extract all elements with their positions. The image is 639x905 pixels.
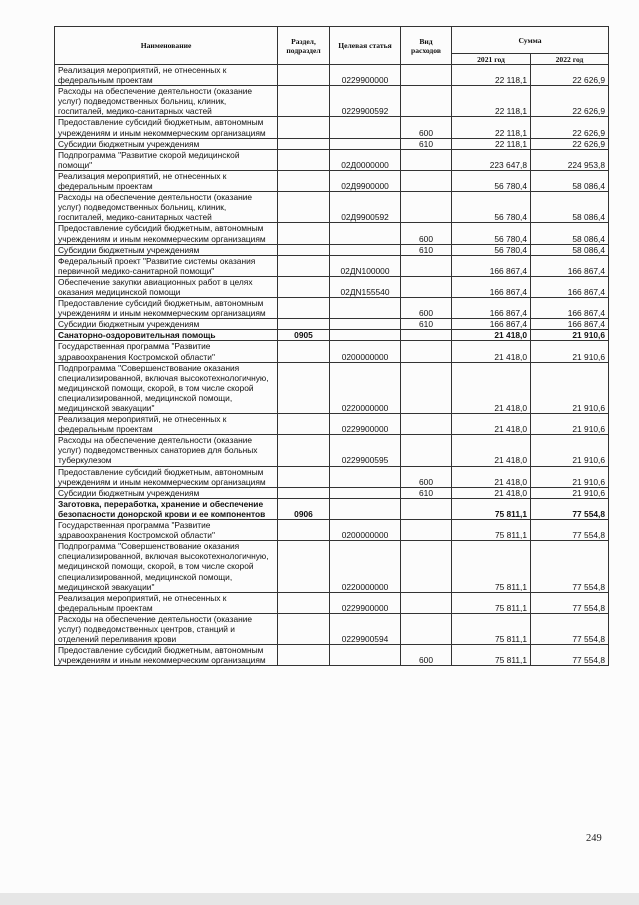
row-section [278,86,330,117]
row-target: 0200000000 [330,341,401,362]
row-amount-2021: 75 811,1 [452,592,531,613]
row-amount-2022: 77 554,8 [531,520,609,541]
row-name: Государственная программа "Развитие здравоохранения Костромской области" [55,520,278,541]
row-name: Субсидии бюджетным учреждениям [55,487,278,498]
row-amount-2021: 21 418,0 [452,414,531,435]
row-target [330,117,401,138]
row-expense-type [401,170,452,191]
row-section [278,298,330,319]
row-section [278,487,330,498]
row-amount-2021: 56 780,4 [452,170,531,191]
row-expense-type [401,541,452,592]
row-expense-type [401,362,452,413]
row-name: Федеральный проект "Развитие системы оказания первичной медико-санитарной помощи" [55,255,278,276]
row-section [278,435,330,466]
row-expense-type [401,498,452,519]
row-amount-2022: 77 554,8 [531,645,609,666]
row-amount-2022: 22 626,9 [531,65,609,86]
row-amount-2022: 166 867,4 [531,319,609,330]
row-amount-2021: 22 118,1 [452,65,531,86]
row-amount-2022: 58 086,4 [531,170,609,191]
row-name: Субсидии бюджетным учреждениям [55,244,278,255]
row-amount-2021: 75 811,1 [452,520,531,541]
row-expense-type [401,414,452,435]
row-amount-2022: 22 626,9 [531,86,609,117]
row-amount-2022: 77 554,8 [531,498,609,519]
row-expense-type [401,255,452,276]
table-row [55,276,609,297]
row-target: 02ДN100000 [330,255,401,276]
row-name: Предоставление субсидий бюджетным, автономным учреждениям и иным некоммерческим организациям [55,223,278,244]
header-section: Раздел, подраздел [278,27,330,65]
row-target [330,645,401,666]
row-name: Подпрограмма "Развитие скорой медицинской помощи" [55,149,278,170]
table-row [55,149,609,170]
row-section [278,170,330,191]
table-row [55,341,609,362]
row-amount-2022: 21 910,6 [531,362,609,413]
row-section [278,341,330,362]
row-section: 0905 [278,330,330,341]
table-row [55,592,609,613]
row-name: Заготовка, переработка, хранение и обеспечение безопасности донорской крови и ее компонентов [55,498,278,519]
row-name: Предоставление субсидий бюджетным, автономным учреждениям и иным некоммерческим организациям [55,645,278,666]
row-amount-2021: 21 418,0 [452,330,531,341]
row-amount-2022: 21 910,6 [531,466,609,487]
row-expense-type: 610 [401,244,452,255]
row-name: Субсидии бюджетным учреждениям [55,138,278,149]
table-row [55,466,609,487]
row-amount-2022: 77 554,8 [531,541,609,592]
table-row [55,65,609,86]
row-target [330,498,401,519]
header-target: Целевая статья [330,27,401,65]
row-amount-2022: 21 910,6 [531,341,609,362]
row-name: Реализация мероприятий, не отнесенных к федеральным проектам [55,170,278,191]
row-name: Расходы на обеспечение деятельности (оказание услуг) подведомственных больниц, клиник, госпиталей, медико-санитарных частей [55,192,278,223]
row-target: 0229900000 [330,414,401,435]
table-row [55,319,609,330]
row-expense-type [401,330,452,341]
table-row [55,613,609,644]
scan-edge [0,893,639,905]
table-row [55,298,609,319]
header-year-2021: 2021 год [452,54,531,65]
row-target [330,319,401,330]
row-target: 02Д9900592 [330,192,401,223]
row-section [278,414,330,435]
row-name: Предоставление субсидий бюджетным, автономным учреждениям и иным некоммерческим организациям [55,117,278,138]
row-amount-2021: 75 811,1 [452,498,531,519]
header-expense-type: Вид расходов [401,27,452,65]
table-row [55,192,609,223]
row-target: 0229900595 [330,435,401,466]
row-target [330,330,401,341]
row-section [278,65,330,86]
budget-table [54,26,609,666]
table-row [55,362,609,413]
row-expense-type: 600 [401,223,452,244]
row-section [278,645,330,666]
row-amount-2022: 166 867,4 [531,298,609,319]
row-expense-type: 610 [401,487,452,498]
row-expense-type [401,613,452,644]
row-target [330,223,401,244]
row-target [330,298,401,319]
row-target [330,487,401,498]
row-amount-2022: 21 910,6 [531,330,609,341]
row-expense-type: 610 [401,319,452,330]
row-section: 0906 [278,498,330,519]
row-expense-type [401,65,452,86]
row-target: 0220000000 [330,362,401,413]
row-amount-2022: 58 086,4 [531,192,609,223]
row-section [278,362,330,413]
row-amount-2022: 58 086,4 [531,244,609,255]
row-expense-type: 600 [401,466,452,487]
table-row [55,645,609,666]
table-header [55,27,609,65]
row-target: 0229900000 [330,592,401,613]
row-amount-2021: 75 811,1 [452,613,531,644]
row-section [278,466,330,487]
row-target: 0229900000 [330,65,401,86]
table-row [55,487,609,498]
row-expense-type: 600 [401,298,452,319]
row-target: 0220000000 [330,541,401,592]
row-expense-type: 600 [401,645,452,666]
page-number: 249 [586,833,602,844]
row-amount-2021: 21 418,0 [452,341,531,362]
row-name: Предоставление субсидий бюджетным, автономным учреждениям и иным некоммерческим организациям [55,466,278,487]
table-row [55,138,609,149]
row-expense-type [401,276,452,297]
row-amount-2021: 223 647,8 [452,149,531,170]
row-section [278,223,330,244]
row-name: Предоставление субсидий бюджетным, автономным учреждениям и иным некоммерческим организациям [55,298,278,319]
row-name: Реализация мероприятий, не отнесенных к федеральным проектам [55,65,278,86]
table-row [55,498,609,519]
row-amount-2021: 22 118,1 [452,86,531,117]
row-section [278,244,330,255]
row-amount-2022: 224 953,8 [531,149,609,170]
row-target [330,466,401,487]
row-amount-2021: 75 811,1 [452,645,531,666]
row-section [278,592,330,613]
row-amount-2021: 21 418,0 [452,435,531,466]
row-amount-2022: 22 626,9 [531,117,609,138]
row-name: Подпрограмма "Совершенствование оказания специализированной, включая высокотехнологичную, медицинской помощи, скорой, в том числе скорой специализированной, медицинской помощи, медицинской эвакуации" [55,541,278,592]
row-amount-2022: 77 554,8 [531,613,609,644]
row-name: Реализация мероприятий, не отнесенных к федеральным проектам [55,414,278,435]
row-target [330,138,401,149]
row-expense-type [401,592,452,613]
row-expense-type [401,192,452,223]
row-expense-type [401,86,452,117]
row-name: Обеспечение закупки авиационных работ в целях оказания медицинской помощи [55,276,278,297]
table-row [55,435,609,466]
row-name: Государственная программа "Развитие здравоохранения Костромской области" [55,341,278,362]
row-amount-2021: 166 867,4 [452,319,531,330]
table-row [55,255,609,276]
row-target: 02Д0000000 [330,149,401,170]
row-amount-2022: 21 910,6 [531,414,609,435]
table-row [55,244,609,255]
row-section [278,149,330,170]
row-name: Расходы на обеспечение деятельности (оказание услуг) подведомственных больниц, клиник, госпиталей, медико-санитарных частей [55,86,278,117]
row-section [278,319,330,330]
row-name: Расходы на обеспечение деятельности (оказание услуг) подведомственных санаториев для больных туберкулезом [55,435,278,466]
row-target: 02ДN155540 [330,276,401,297]
row-expense-type: 600 [401,117,452,138]
row-amount-2021: 21 418,0 [452,362,531,413]
row-amount-2022: 166 867,4 [531,276,609,297]
row-target: 0229900594 [330,613,401,644]
row-amount-2022: 77 554,8 [531,592,609,613]
row-section [278,541,330,592]
row-amount-2021: 22 118,1 [452,138,531,149]
row-section [278,138,330,149]
row-target: 02Д9900000 [330,170,401,191]
row-amount-2021: 21 418,0 [452,466,531,487]
row-amount-2021: 166 867,4 [452,276,531,297]
row-amount-2022: 166 867,4 [531,255,609,276]
row-amount-2022: 21 910,6 [531,435,609,466]
row-amount-2021: 56 780,4 [452,244,531,255]
header-year-2022: 2022 год [531,54,609,65]
row-amount-2022: 22 626,9 [531,138,609,149]
table-body [55,65,609,666]
header-sum: Сумма [452,27,609,54]
row-expense-type: 610 [401,138,452,149]
row-name: Расходы на обеспечение деятельности (оказание услуг) подведомственных центров, станций и отделений переливания крови [55,613,278,644]
row-name: Субсидии бюджетным учреждениям [55,319,278,330]
table-row [55,541,609,592]
row-amount-2021: 166 867,4 [452,255,531,276]
row-amount-2022: 21 910,6 [531,487,609,498]
row-amount-2022: 58 086,4 [531,223,609,244]
row-expense-type [401,435,452,466]
table-row [55,330,609,341]
row-section [278,276,330,297]
row-section [278,192,330,223]
table-row [55,86,609,117]
table-row [55,223,609,244]
row-section [278,117,330,138]
row-target: 0229900592 [330,86,401,117]
table-row [55,520,609,541]
row-name: Реализация мероприятий, не отнесенных к федеральным проектам [55,592,278,613]
row-amount-2021: 56 780,4 [452,192,531,223]
row-name: Санаторно-оздоровительная помощь [55,330,278,341]
row-amount-2021: 22 118,1 [452,117,531,138]
table-row [55,170,609,191]
row-section [278,613,330,644]
table-row [55,117,609,138]
row-target [330,244,401,255]
row-amount-2021: 56 780,4 [452,223,531,244]
row-section [278,255,330,276]
row-expense-type [401,149,452,170]
row-amount-2021: 75 811,1 [452,541,531,592]
row-expense-type [401,520,452,541]
row-amount-2021: 21 418,0 [452,487,531,498]
row-name: Подпрограмма "Совершенствование оказания специализированной, включая высокотехнологичную, медицинской помощи, скорой, в том числе скорой специализированной, медицинской помощи, медицинской эвакуации" [55,362,278,413]
row-amount-2021: 166 867,4 [452,298,531,319]
row-expense-type [401,341,452,362]
row-section [278,520,330,541]
header-name: Наименование [55,27,278,65]
table-row [55,414,609,435]
row-target: 0200000000 [330,520,401,541]
